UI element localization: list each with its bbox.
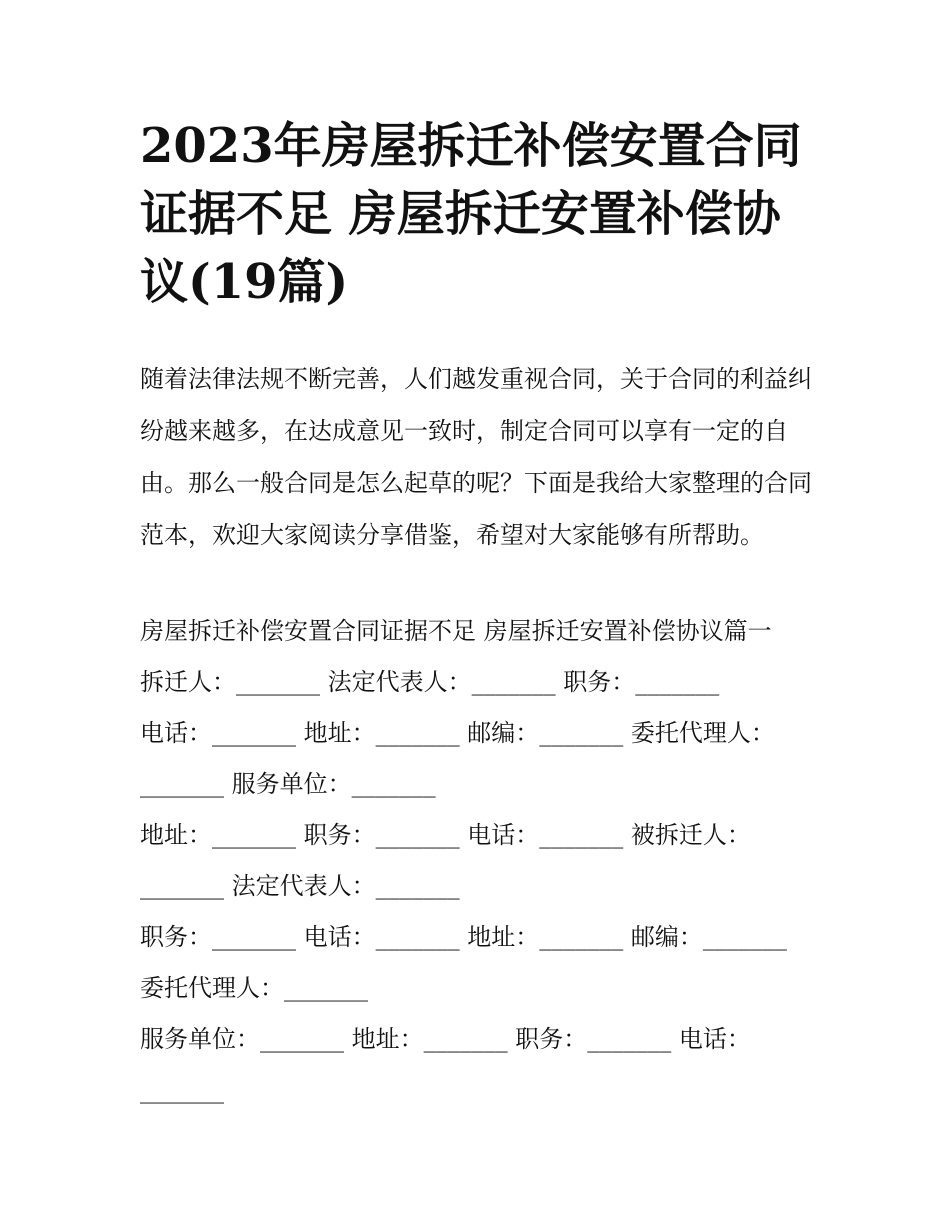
contract-line: 职务：_______ 电话：_______ 地址：_______ 邮编：_______ [140, 923, 787, 951]
section-heading: 房屋拆迁补偿安置合同证据不足 房屋拆迁安置补偿协议篇一 [140, 617, 772, 645]
contract-line: _______ 服务单位：_______ [140, 770, 436, 798]
contract-line: 地址：_______ 职务：_______ 电话：_______ 被拆迁人： [140, 821, 751, 849]
document-title: 2023年房屋拆迁补偿安置合同证据不足 房屋拆迁安置补偿协议(19篇) [140, 118, 802, 310]
contract-line: _______ 法定代表人：_______ [140, 872, 460, 900]
contract-line: 服务单位：_______ 地址：_______ 职务：_______ 电话： [140, 1025, 751, 1053]
contract-body [140, 606, 820, 1116]
contract-line: 电话：_______ 地址：_______ 邮编：_______ 委托代理人： [140, 719, 775, 747]
intro-paragraph: 随着法律法规不断完善，人们越发重视合同，关于合同的利益纠纷越来越多，在达成意见一致时，制定合同可以享有一定的自由。那么一般合同是怎么起草的呢？下面是我给大家整理的合同范本，欢迎大家阅读分享借鉴，希望对大家能够有所帮助。 [140, 365, 812, 549]
contract-line: 拆迁人：_______ 法定代表人：_______ 职务：_______ [140, 668, 720, 696]
contract-line: _______ [140, 1076, 224, 1104]
contract-line: 委托代理人：_______ [140, 974, 368, 1002]
